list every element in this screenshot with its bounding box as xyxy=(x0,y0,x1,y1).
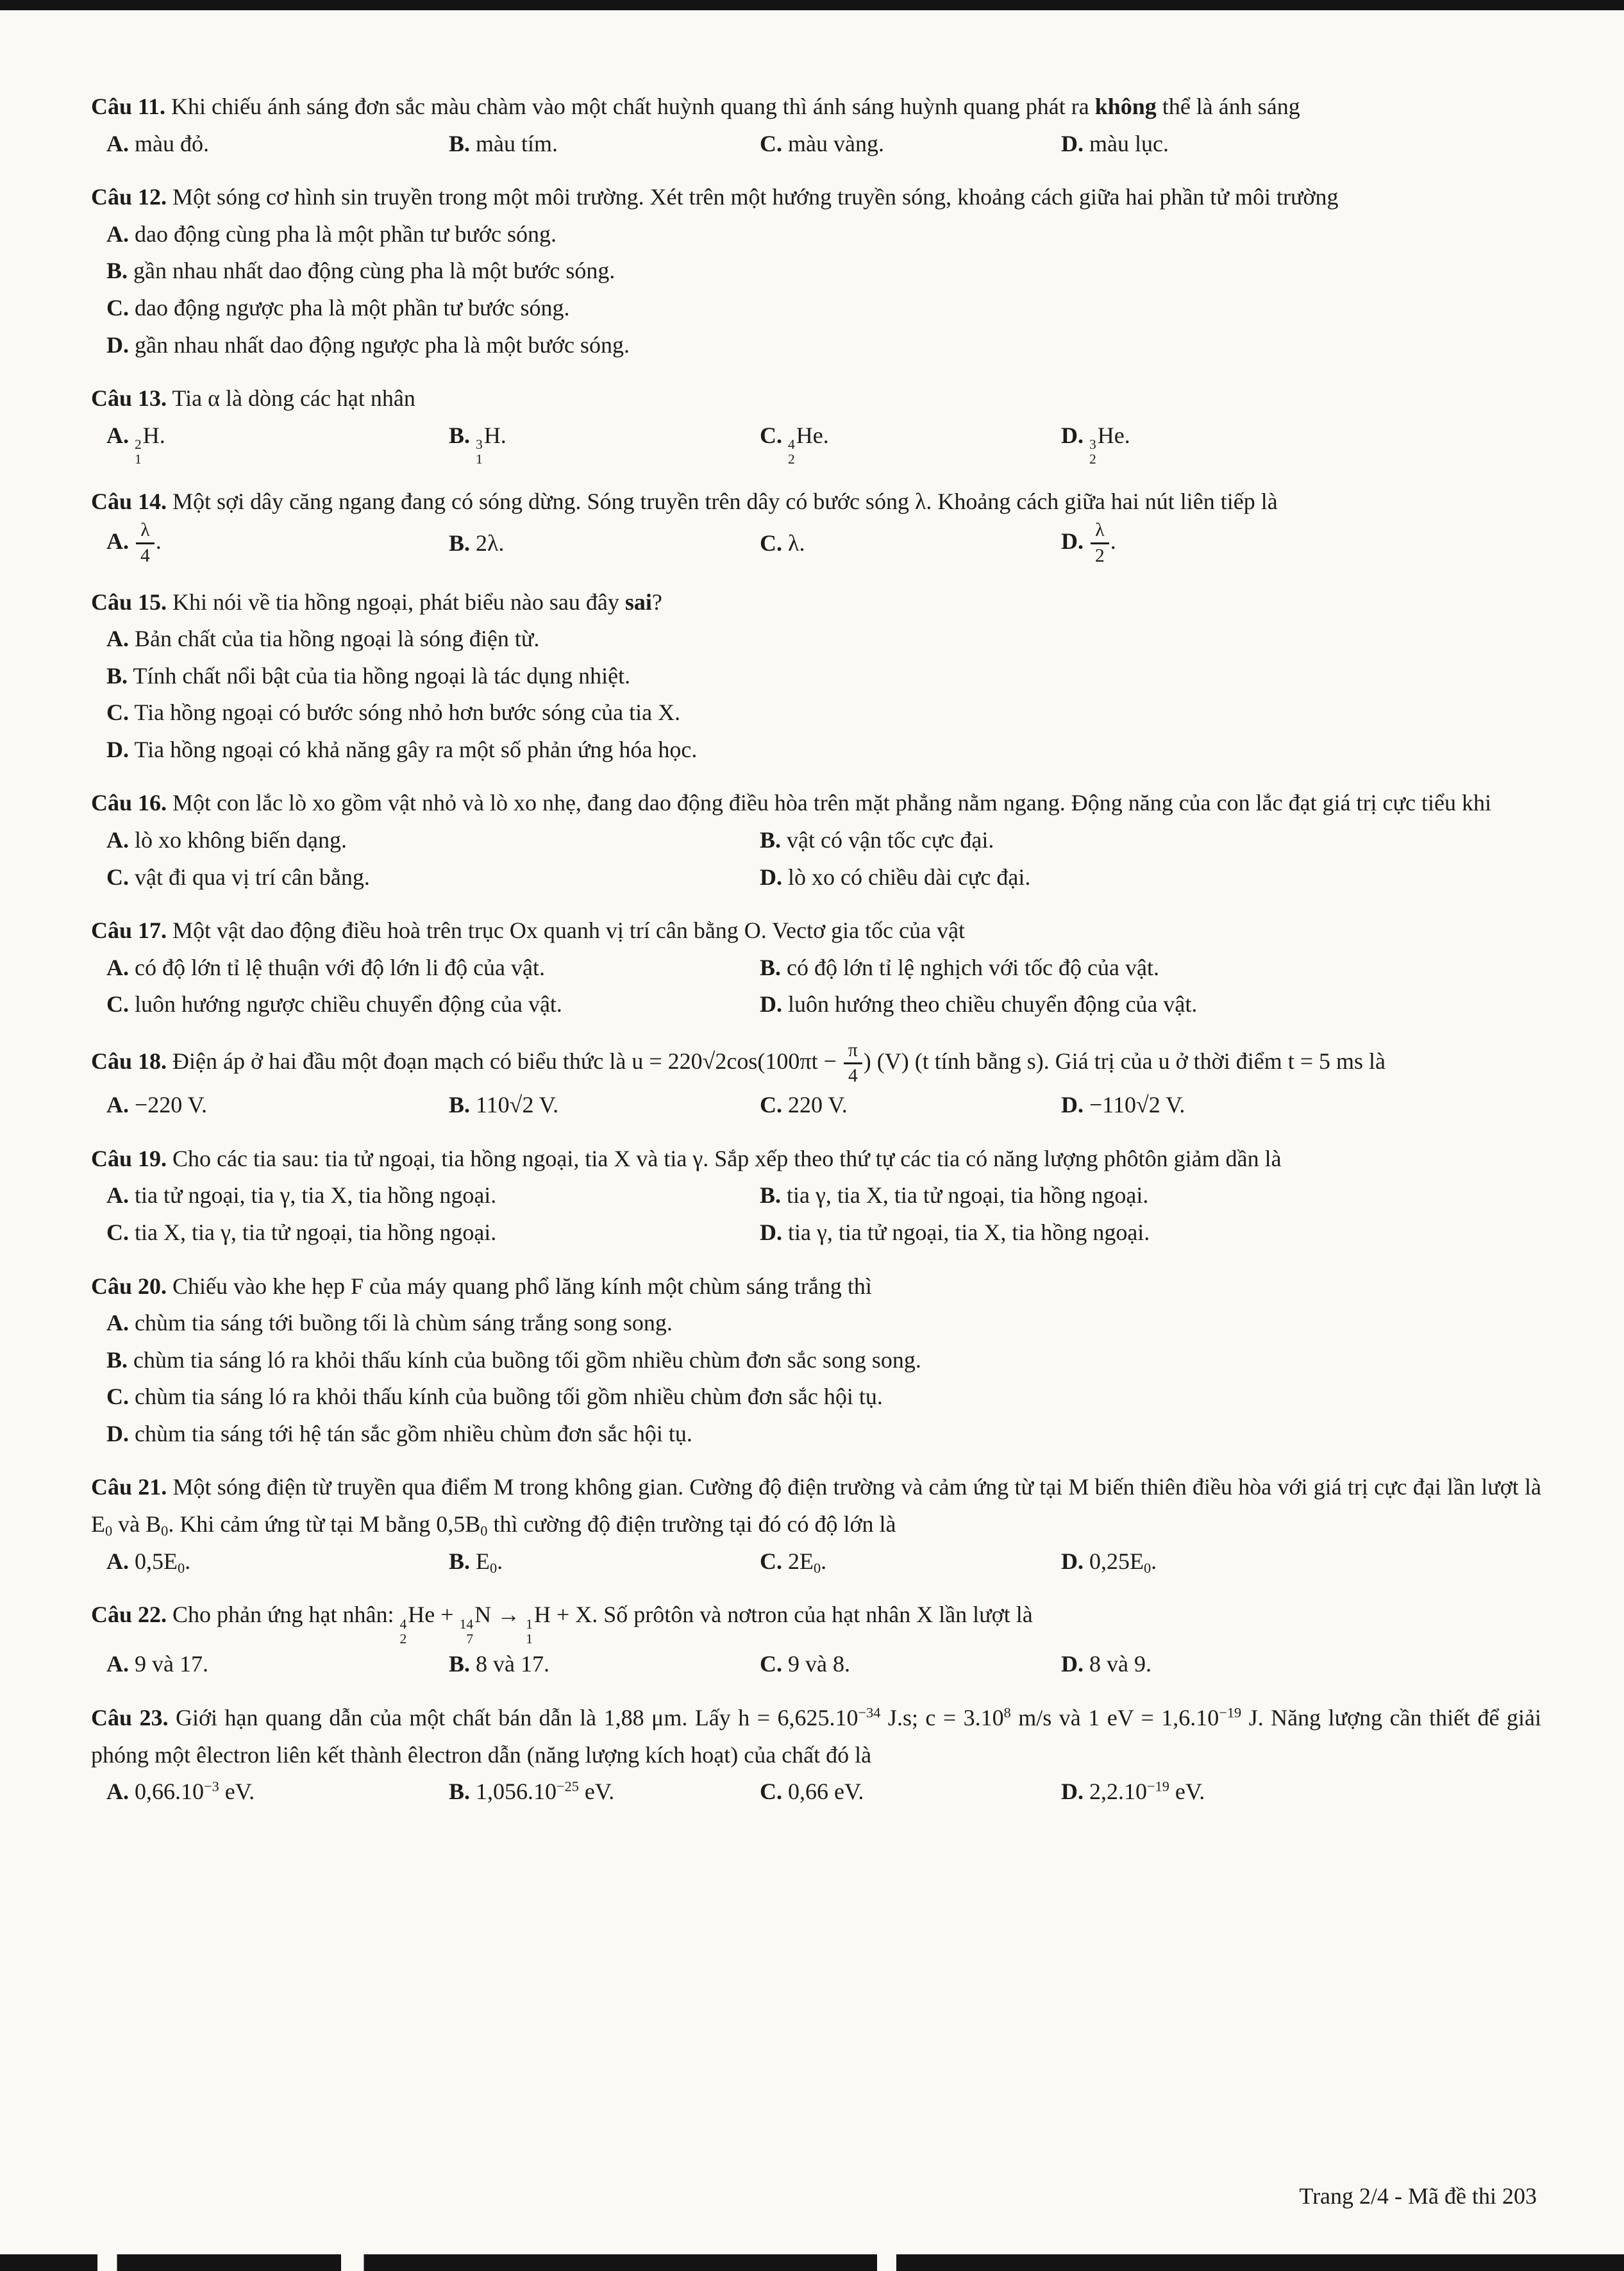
option-b xyxy=(449,1646,760,1683)
option-label: D. xyxy=(1061,422,1084,448)
option-text: luôn hướng ngược chiều chuyển động của vật. xyxy=(135,991,562,1018)
question-stem xyxy=(91,1040,1541,1087)
option-text: lò xo không biến dạng. xyxy=(135,827,347,853)
superscript: 8 xyxy=(1003,1704,1011,1721)
option-d xyxy=(1061,1646,1541,1683)
option-label: A. xyxy=(106,1651,129,1677)
subscript: 0 xyxy=(161,1523,169,1539)
question-number: Câu 17. xyxy=(91,918,167,944)
option-label: B. xyxy=(449,530,471,557)
option-text: $0,66.10^{-3}$ eV. xyxy=(135,1778,255,1805)
stem-text: Điện áp ở hai đầu một đoạn mạch có biểu thức là u = 220√2cos(100πt − $\frac{\pi}{4}$ ) (V) (t tính bằng s). Giá trị của u ở thời điểm t = 5 ms là xyxy=(172,1040,1385,1087)
option-label: D. xyxy=(1061,528,1084,555)
question xyxy=(91,912,1541,1023)
option-text: dao động cùng pha là một phần tư bước sóng. xyxy=(135,221,557,247)
superscript: −34 xyxy=(858,1704,881,1721)
stem-text: Một sóng điện từ truyền qua điểm M trong không gian. Cường độ điện trường và cảm ứng từ tại M biến thiên điều hòa với giá trị cực đại lần lượt là $E_0$ và $B_0$. Khi cảm ứng từ tại M bằng $0,5B_0$ thì cường độ điện trường tại đó có độ lớn là xyxy=(91,1474,1542,1539)
option-label: A. xyxy=(106,626,129,652)
options xyxy=(91,126,1541,163)
stem-text: không xyxy=(1094,94,1157,119)
option-b xyxy=(449,1087,760,1124)
option-text: tia γ, tia X, tia tử ngoại, tia hồng ngoại. xyxy=(787,1182,1149,1209)
option-text: gần nhau nhất dao động cùng pha là một bước sóng. xyxy=(133,258,615,284)
stem-text: Tia α là dòng các hạt nhân xyxy=(172,385,415,412)
option-text: màu đỏ. xyxy=(135,130,209,156)
superscript: −25 xyxy=(557,1778,579,1795)
option-a xyxy=(106,417,449,467)
option-text: màu vàng. xyxy=(788,130,884,156)
option-label: A. xyxy=(106,130,129,156)
question-stem xyxy=(91,785,1541,822)
option-b xyxy=(449,417,760,467)
option-text: 2 1 H. xyxy=(135,422,165,467)
option-label: B. xyxy=(449,1651,471,1677)
question xyxy=(91,1141,1541,1252)
option-c xyxy=(91,694,1541,732)
option-text: 4 2 He. xyxy=(788,422,829,467)
option-text: vật đi qua vị trí cân bằng. xyxy=(135,864,370,890)
stem-text: sai xyxy=(624,589,652,615)
option-c xyxy=(106,859,760,896)
question xyxy=(91,785,1541,896)
nuclide-prescripts: 4 2 xyxy=(399,1616,407,1647)
subscript: 0 xyxy=(480,1523,488,1539)
option-b xyxy=(91,658,1541,695)
nuclide-prescripts: 3 2 xyxy=(1089,437,1096,467)
stem-text: Cho các tia sau: tia tử ngoại, tia hồng ngoại, tia X và tia γ. Sắp xếp theo thứ tự các tia có năng lượng phôtôn giảm dần là xyxy=(172,1145,1282,1171)
option-a xyxy=(106,126,449,163)
stem-text: Giới hạn quang dẫn của một chất bán dẫn là 1,88 μm. Lấy $h = 6,625.10^{-34}$ J.s; $c = 3.10^8$ m/s và 1 eV = $1,6.10^{-19}$ J. Năng lượng cần thiết để giải phóng một êlectron liên kết thành êlectron dẫn (năng lượng kích hoạt) của chất đó là xyxy=(91,1704,1541,1768)
option-text: $2,2.10^{-19}$ eV. xyxy=(1089,1778,1205,1805)
question xyxy=(91,380,1541,467)
stem-text: Một sợi dây căng ngang đang có sóng dừng. Sóng truyền trên dây có bước sóng λ. Khoảng cách giữa hai nút liên tiếp là xyxy=(172,488,1278,514)
question-number: Câu 18. xyxy=(91,1048,167,1074)
question xyxy=(91,1469,1541,1580)
fraction: $\frac{\lambda}{4}$ xyxy=(135,520,156,567)
question-stem xyxy=(91,912,1541,950)
option-text: tia tử ngoại, tia γ, tia X, tia hồng ngoại. xyxy=(135,1182,497,1209)
option-b xyxy=(91,253,1541,290)
subscript: 0 xyxy=(814,1559,821,1576)
option-label: D. xyxy=(106,331,129,358)
option-c xyxy=(760,1773,1061,1811)
stem-text: Khi chiếu ánh sáng đơn sắc màu chàm vào một chất huỳnh quang thì ánh sáng huỳnh quang phát ra xyxy=(171,94,1095,119)
stem-text: ? xyxy=(651,589,662,615)
option-label: B. xyxy=(106,662,128,689)
option-text: có độ lớn tỉ lệ thuận với độ lớn li độ của vật. xyxy=(135,954,546,980)
option-label: C. xyxy=(760,1779,782,1805)
question-number: Câu 11. xyxy=(91,94,166,119)
option-label: B. xyxy=(760,954,782,980)
option-text: chùm tia sáng ló ra khỏi thấu kính của buồng tối gồm nhiều chùm đơn sắc hội tụ. xyxy=(135,1384,883,1410)
option-label: D. xyxy=(760,1219,782,1245)
option-text: lò xo có chiều dài cực đại. xyxy=(788,864,1031,890)
stem-text: Một sóng cơ hình sin truyền trong một môi trường. Xét trên một hướng truyền sóng, khoảng cách giữa hai phần tử môi trường xyxy=(172,184,1339,210)
options xyxy=(91,1087,1541,1124)
question xyxy=(91,584,1541,769)
question-number: Câu 15. xyxy=(91,589,167,615)
option-c xyxy=(91,290,1541,327)
question xyxy=(91,1040,1541,1124)
option-text: chùm tia sáng tới hệ tán sắc gồm nhiều chùm đơn sắc hội tụ. xyxy=(135,1420,692,1446)
question-number: Câu 22. xyxy=(91,1602,167,1628)
options xyxy=(91,520,1541,567)
option-label: C. xyxy=(760,530,782,557)
nuclide-prescripts: 14 7 xyxy=(459,1616,474,1647)
option-a xyxy=(106,1177,760,1214)
question-number: Câu 23. xyxy=(91,1704,169,1730)
option-text: màu tím. xyxy=(476,130,558,156)
option-c xyxy=(760,525,1061,562)
option-b xyxy=(91,1342,1541,1379)
question-number: Câu 14. xyxy=(91,488,167,514)
option-label: C. xyxy=(760,422,782,448)
question-stem xyxy=(91,483,1541,521)
option-label: C. xyxy=(106,1219,129,1245)
question-stem xyxy=(91,1469,1541,1543)
option-text: 9 và 8. xyxy=(788,1651,850,1677)
option-label: B. xyxy=(106,258,128,284)
question-stem xyxy=(91,380,1541,417)
option-label: B. xyxy=(760,1182,782,1209)
option-b xyxy=(449,525,760,562)
question xyxy=(91,1596,1541,1683)
option-text: $\frac{\lambda}{4}$ . xyxy=(135,528,162,554)
nuclide-prescripts: 3 1 xyxy=(476,437,483,467)
option-d xyxy=(91,327,1541,364)
option-a xyxy=(91,216,1541,253)
question-stem xyxy=(91,584,1541,621)
option-a xyxy=(106,1087,449,1124)
options xyxy=(91,216,1541,364)
option-a xyxy=(106,822,760,859)
option-text: chùm tia sáng tới buồng tối là chùm sáng trắng song song. xyxy=(135,1310,673,1336)
option-text: 8 và 9. xyxy=(1089,1651,1151,1677)
question xyxy=(91,483,1541,567)
options xyxy=(91,1543,1541,1580)
option-label: B. xyxy=(760,827,782,853)
option-text: 2λ. xyxy=(476,530,505,557)
page-footer: Trang 2/4 - Mã đề thi 203 xyxy=(1299,2183,1537,2209)
option-text: gần nhau nhất dao động ngược pha là một bước sóng. xyxy=(135,331,630,358)
option-a xyxy=(106,950,760,987)
option-d xyxy=(1061,1773,1541,1811)
option-d xyxy=(760,986,1541,1023)
option-text: vật có vận tốc cực đại. xyxy=(787,827,994,853)
option-label: D. xyxy=(106,1420,129,1446)
options xyxy=(91,1646,1541,1683)
subscript: 0 xyxy=(178,1559,185,1576)
option-text: $E_0$. xyxy=(476,1548,503,1576)
exam-content xyxy=(91,88,1541,1811)
question xyxy=(91,179,1541,364)
scan-edge-bottom xyxy=(0,2254,1624,2271)
option-d xyxy=(1061,126,1541,163)
option-text: tia γ, tia tử ngoại, tia X, tia hồng ngoại. xyxy=(788,1219,1150,1245)
option-text: 220 V. xyxy=(788,1092,848,1118)
nuclide-prescripts: 1 1 xyxy=(526,1616,533,1647)
question-number: Câu 21. xyxy=(91,1474,167,1500)
question-stem xyxy=(91,88,1541,126)
superscript: −19 xyxy=(1219,1704,1242,1721)
option-label: A. xyxy=(106,1182,129,1209)
option-label: B. xyxy=(449,1092,471,1118)
option-b xyxy=(449,1543,760,1580)
options xyxy=(91,822,1541,896)
option-label: A. xyxy=(106,1779,129,1805)
option-text: $1,056.10^{-25}$ eV. xyxy=(476,1778,615,1805)
nuclide-prescripts: 4 2 xyxy=(788,437,795,467)
option-text: $2E_0$. xyxy=(788,1548,827,1576)
option-text: Tia hồng ngoại có khả năng gây ra một số phản ứng hóa học. xyxy=(134,736,698,762)
option-text: có độ lớn tỉ lệ nghịch với tốc độ của vật. xyxy=(787,954,1159,980)
option-text: Bản chất của tia hồng ngoại là sóng điện từ. xyxy=(135,626,540,652)
option-text: Tính chất nổi bật của tia hồng ngoại là tác dụng nhiệt. xyxy=(133,662,631,689)
scan-edge-top xyxy=(0,0,1624,10)
option-d xyxy=(1061,1543,1541,1580)
option-label: D. xyxy=(1061,1779,1084,1805)
option-text: 8 và 17. xyxy=(476,1651,549,1677)
option-c xyxy=(106,1214,760,1252)
option-text: 110√2 V. xyxy=(476,1092,559,1118)
option-label: C. xyxy=(106,991,129,1018)
option-label: D. xyxy=(106,736,129,762)
question-list xyxy=(91,88,1541,1811)
options xyxy=(91,950,1541,1023)
option-a xyxy=(91,1305,1541,1342)
option-a xyxy=(106,1773,449,1811)
superscript: −3 xyxy=(204,1778,219,1795)
option-label: C. xyxy=(760,1548,782,1574)
question xyxy=(91,1268,1541,1453)
options xyxy=(91,417,1541,467)
option-label: C. xyxy=(760,130,782,156)
option-label: A. xyxy=(106,827,129,853)
option-label: B. xyxy=(449,1548,471,1574)
option-b xyxy=(760,950,1541,987)
option-a xyxy=(106,1646,449,1683)
option-text: −220 V. xyxy=(135,1092,208,1118)
question xyxy=(91,88,1541,162)
option-label: C. xyxy=(760,1651,782,1677)
option-text: $\frac{\lambda}{2}$ . xyxy=(1089,528,1116,554)
question-number: Câu 16. xyxy=(91,790,167,816)
fraction: $\frac{\pi}{4}$ xyxy=(842,1040,864,1087)
question-number: Câu 13. xyxy=(91,385,167,412)
option-text: tia X, tia γ, tia tử ngoại, tia hồng ngoại. xyxy=(135,1219,497,1245)
option-label: A. xyxy=(106,422,129,448)
option-text: màu lục. xyxy=(1089,130,1169,156)
option-text: 0,66 eV. xyxy=(788,1779,864,1805)
question-stem xyxy=(91,1141,1541,1178)
option-label: D. xyxy=(1061,1651,1084,1677)
stem-text: Một vật dao động điều hoà trên trục Ox quanh vị trí cân bằng O. Vectơ gia tốc của vật xyxy=(172,918,966,944)
options xyxy=(91,1305,1541,1452)
stem-text: Một con lắc lò xo gồm vật nhỏ và lò xo nhẹ, đang dao động điều hòa trên mặt phẳng nằm ngang. Động năng của con lắc đạt giá trị cực tiểu khi xyxy=(172,790,1492,816)
option-d xyxy=(760,1214,1541,1252)
option-b xyxy=(449,126,760,163)
option-label: A. xyxy=(106,1092,129,1118)
option-label: C. xyxy=(106,864,129,890)
stem-text: Khi nói về tia hồng ngoại, phát biểu nào sau đây xyxy=(172,589,625,615)
options xyxy=(91,1773,1541,1811)
option-text: Tia hồng ngoại có bước sóng nhỏ hơn bước sóng của tia X. xyxy=(134,700,681,726)
superscript: −19 xyxy=(1147,1778,1169,1795)
option-label: C. xyxy=(106,700,129,726)
stem-text: Cho phản ứng hạt nhân: 4 2 He + 14 7 N → 1 1 H + X. Số prôtôn và nơtron của hạt nhân X lần lượt là xyxy=(172,1602,1033,1647)
option-label: B. xyxy=(106,1346,128,1373)
option-text: chùm tia sáng ló ra khỏi thấu kính của buồng tối gồm nhiều chùm đơn sắc song song. xyxy=(133,1346,921,1373)
option-label: A. xyxy=(106,528,129,555)
option-d xyxy=(1061,1087,1541,1124)
option-label: D. xyxy=(760,864,782,890)
option-label: A. xyxy=(106,1548,129,1574)
question-stem xyxy=(91,1700,1541,1773)
option-b xyxy=(760,1177,1541,1214)
option-b xyxy=(760,822,1541,859)
option-label: C. xyxy=(106,294,129,321)
option-label: C. xyxy=(760,1092,782,1118)
option-label: C. xyxy=(106,1384,129,1410)
fraction: $\frac{\lambda}{2}$ xyxy=(1089,520,1110,567)
option-a xyxy=(106,1543,449,1580)
option-text: −110√2 V. xyxy=(1089,1092,1185,1118)
stem-text: thể là ánh sáng xyxy=(1156,94,1300,119)
option-text: $0,5E_0$. xyxy=(135,1548,191,1576)
question-stem xyxy=(91,1596,1541,1646)
option-text: λ. xyxy=(788,530,805,557)
option-d xyxy=(1061,520,1541,567)
options xyxy=(91,621,1541,768)
option-label: B. xyxy=(449,422,471,448)
option-d xyxy=(91,1416,1541,1453)
subscript: 0 xyxy=(490,1559,498,1576)
question-number: Câu 19. xyxy=(91,1145,167,1171)
option-c xyxy=(760,1543,1061,1580)
stem-text: Chiếu vào khe hẹp F của máy quang phổ lăng kính một chùm sáng trắng thì xyxy=(172,1273,872,1299)
option-text: 3 1 H. xyxy=(476,422,506,467)
question-number: Câu 20. xyxy=(91,1273,167,1299)
option-c xyxy=(760,1087,1061,1124)
option-d xyxy=(1061,417,1541,467)
option-c xyxy=(760,417,1061,467)
question-stem xyxy=(91,1268,1541,1305)
option-text: dao động ngược pha là một phần tư bước sóng. xyxy=(135,294,570,321)
subscript: 0 xyxy=(105,1523,113,1539)
option-label: A. xyxy=(106,221,129,247)
question-stem xyxy=(91,179,1541,216)
option-label: D. xyxy=(1061,1548,1084,1574)
option-label: B. xyxy=(449,130,471,156)
option-c xyxy=(106,986,760,1023)
option-label: A. xyxy=(106,954,129,980)
option-label: A. xyxy=(106,1310,129,1336)
option-label: D. xyxy=(760,991,782,1018)
option-label: B. xyxy=(449,1779,471,1805)
question xyxy=(91,1700,1541,1811)
options xyxy=(91,1177,1541,1251)
option-label: D. xyxy=(1061,130,1084,156)
option-c xyxy=(760,1646,1061,1683)
option-text: $0,25E_0$. xyxy=(1089,1548,1157,1576)
question-number: Câu 12. xyxy=(91,184,167,210)
nuclide-prescripts: 2 1 xyxy=(135,437,142,467)
option-label: D. xyxy=(1061,1092,1084,1118)
option-c xyxy=(760,126,1061,163)
option-text: 9 và 17. xyxy=(135,1651,208,1677)
option-c xyxy=(91,1379,1541,1416)
option-text: 3 2 He. xyxy=(1089,422,1130,467)
option-b xyxy=(449,1773,760,1811)
option-text: luôn hướng theo chiều chuyển động của vật. xyxy=(788,991,1198,1018)
option-a xyxy=(91,621,1541,658)
option-a xyxy=(106,520,449,567)
subscript: 0 xyxy=(1144,1559,1151,1576)
option-d xyxy=(91,732,1541,769)
option-d xyxy=(760,859,1541,896)
